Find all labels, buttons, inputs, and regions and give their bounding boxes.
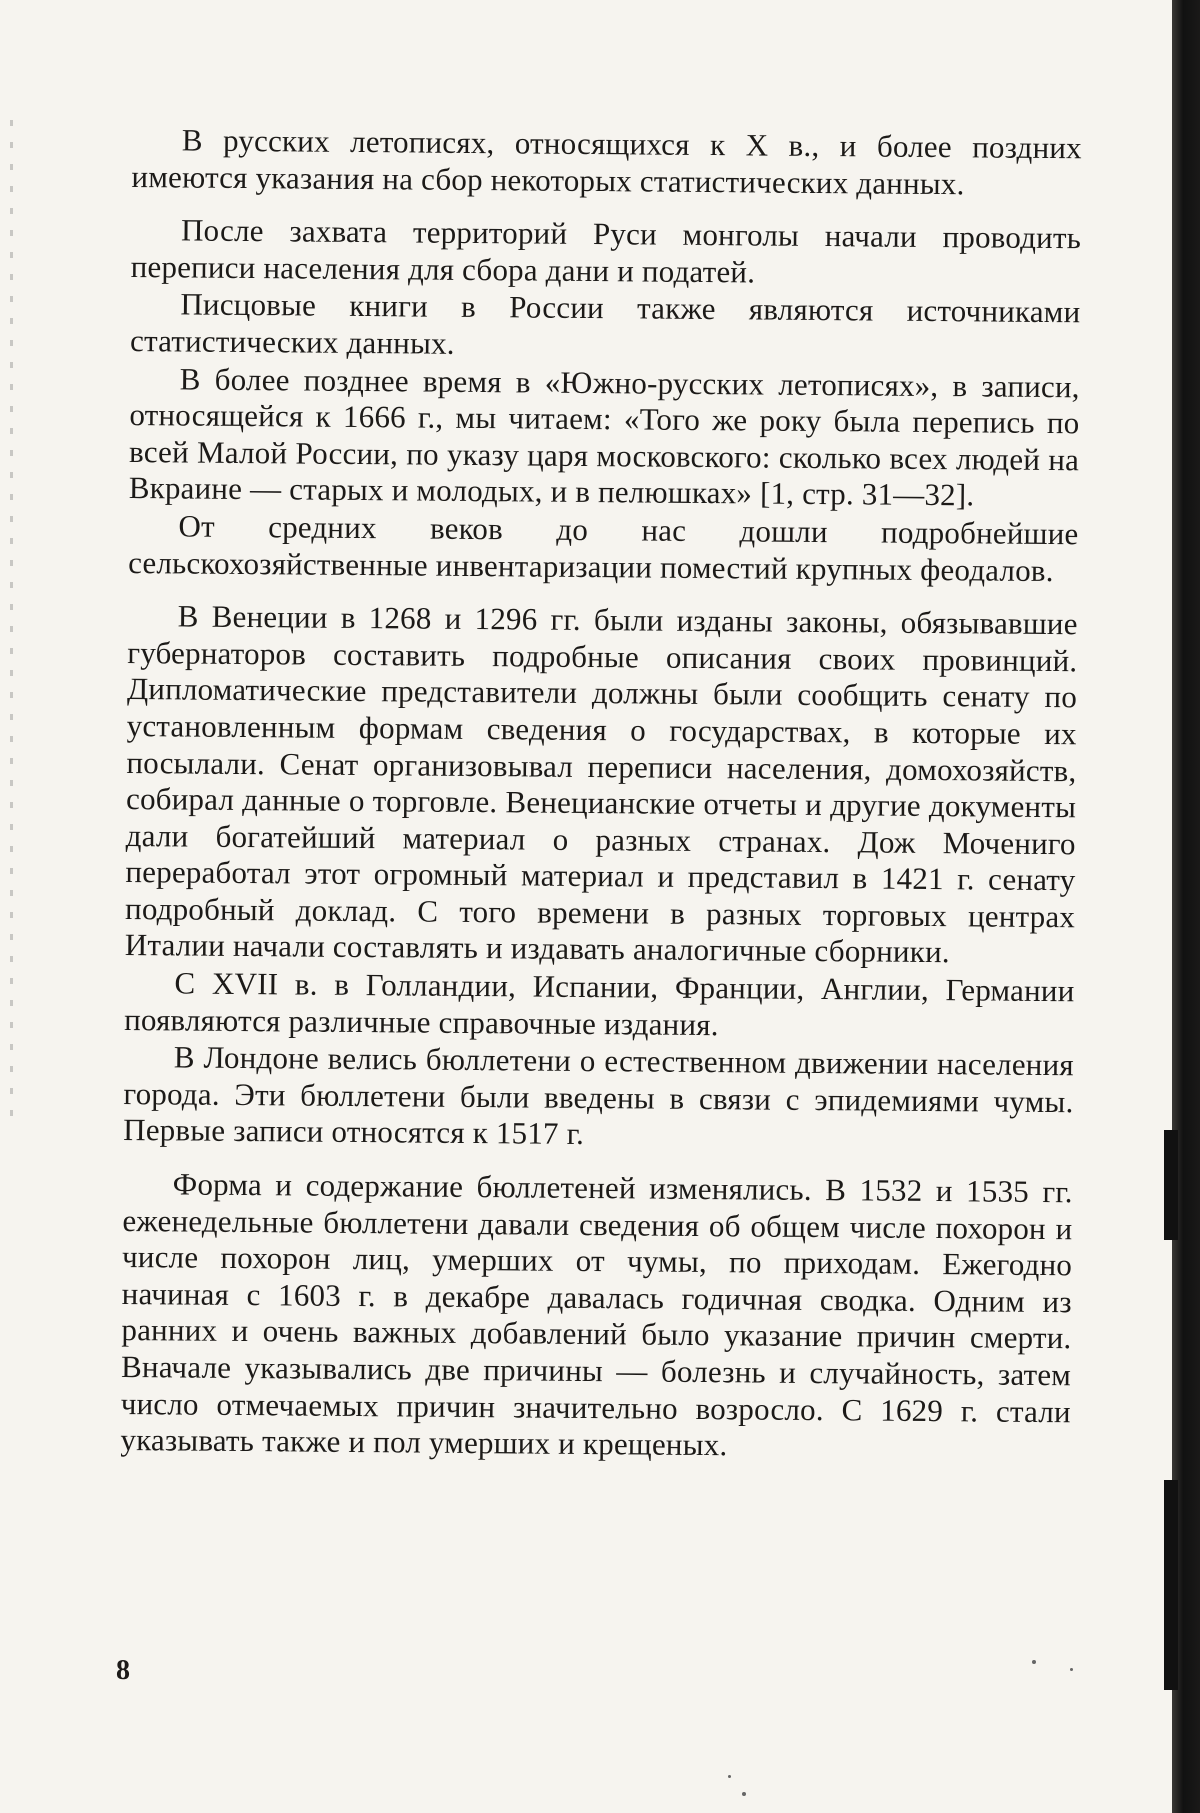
scan-edge-tab — [1164, 1480, 1178, 1690]
scan-speck — [1032, 1660, 1036, 1664]
scan-speck — [1070, 1668, 1073, 1671]
body-text — [120, 122, 1082, 1467]
paragraph: В русских летописях, относящихся к X в., и более поздних имеются указания на сбор некоторых статистических данных. — [131, 122, 1082, 201]
paragraph: С XVII в. в Голландии, Испании, Франции, Англии, Германии появляются различные справочные издания. — [124, 965, 1075, 1042]
paragraph: В более позднее время в «Южно-русских летописях», в записи, относящейся к 1666 г., мы читаем: «Того же року была перепись по всей Малой России, по указу царя московского: сколько всех людей на Вкраине — старых и молодых, и в пелюшках» [1, стр. 31—32]. — [128, 360, 1080, 513]
scan-speck — [728, 1775, 731, 1778]
paragraph: Писцовые книги в России также являются источниками статистических данных. — [129, 286, 1081, 361]
paragraph: После захвата территорий Руси монголы начали проводить переписи населения для сбора дани и податей. — [130, 212, 1082, 290]
paragraph: Форма и содержание бюллетеней изменялись. В 1532 и 1535 гг. еженедельные бюллетени давали сведения об общем числе похорон и числе похорон лиц, умерших от чумы, по приходам. Ежегодно начиная с 1603 г. в декабре давалась годичная сводка. Одним из ранних и очень важных добавлений было указание причин смерти. Вначале указывались две причины — болезнь и случайность, затем число отмечаемых причин значительно возросло. С 1629 г. стали указывать также и пол умерших и крещеных. — [120, 1166, 1073, 1463]
scan-edge-tab — [1164, 1130, 1178, 1240]
scan-margin-marks — [10, 120, 13, 1120]
page-number: 8 — [116, 1655, 130, 1686]
paragraph: От средних веков до нас дошли подробнейшие сельскохозяйственные инвентаризации поместий крупных феодалов. — [128, 508, 1079, 588]
paragraph: В Венеции в 1268 и 1296 гг. были изданы законы, обязывавшие губернаторов составить подробные описания своих провинций. Дипломатические представители должны были сообщить сенату по установленным формам сведения о государствах, в которые их посылали. Сенат организовывал переписи населения, домохозяйств, собирал данные о торговле. Венецианские отчеты и другие документы дали богатейший материал о разных странах. Дож Мочениго переработал этот огромный материал и представил в 1421 г. сенату подробный доклад. С того времени в разных торговых центрах Италии начали составлять и издавать аналогичные сборники. — [124, 598, 1078, 970]
scan-speck — [742, 1792, 746, 1796]
paragraph: В Лондоне велись бюллетени о естественном движении населения города. Эти бюллетени были введены в связи с эпидемиями чумы. Первые записи относятся к 1517 г. — [123, 1039, 1074, 1152]
